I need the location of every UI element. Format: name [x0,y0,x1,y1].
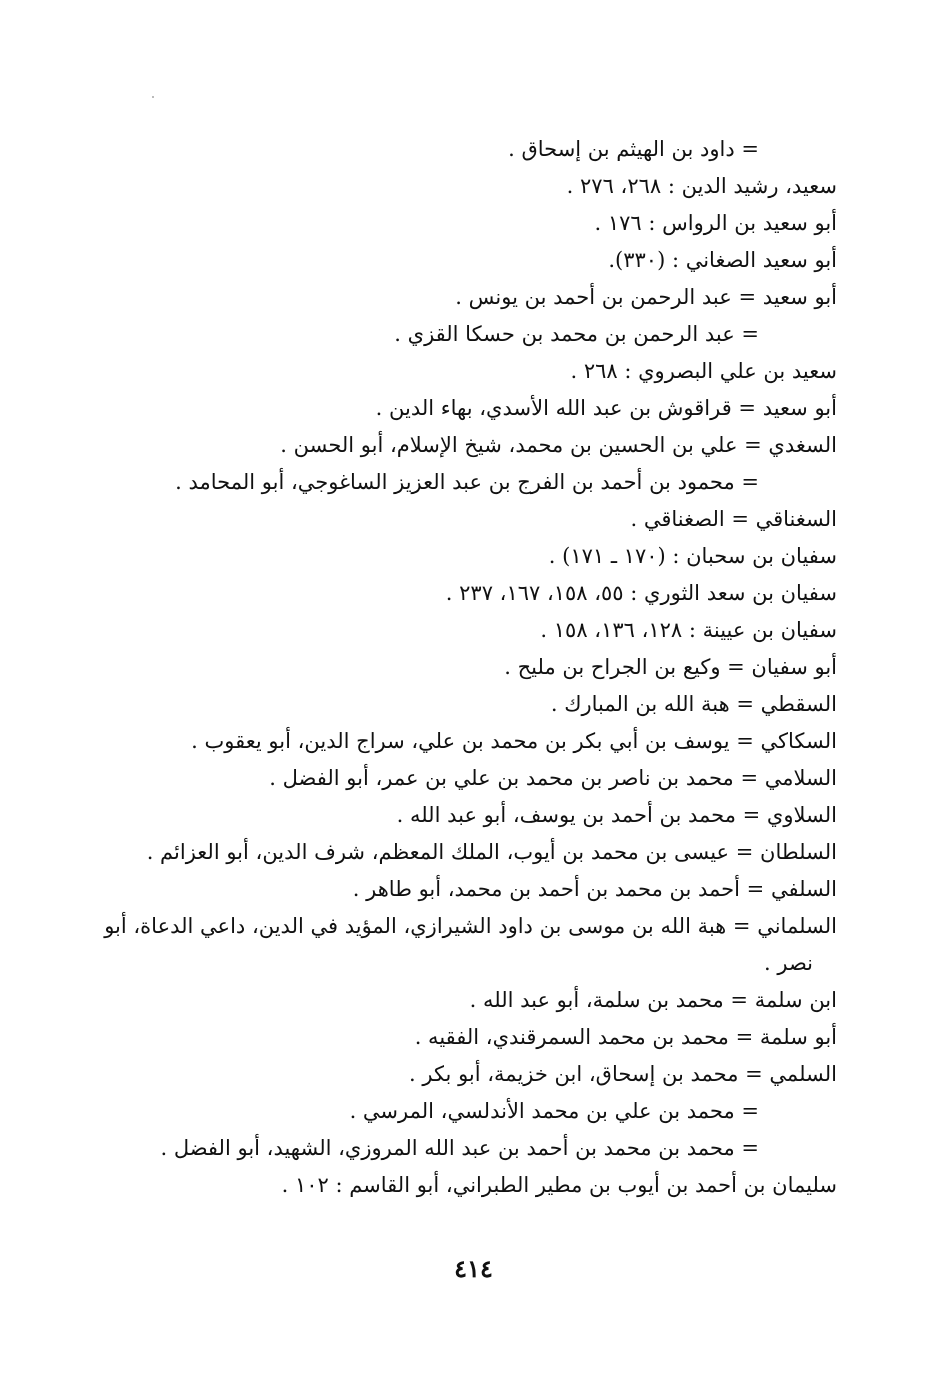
index-entry: سفيان بن عيينة : ١٢٨، ١٣٦، ١٥٨ . [540,618,837,642]
index-entry: سليمان بن أحمد بن أيوب بن مطير الطبراني، أبو القاسم : ١٠٢ . [281,1173,837,1197]
scan-speck [152,96,154,98]
index-entry: سعيد بن علي البصروي : ٢٦٨ . [570,359,837,383]
index-entry: سعيد، رشيد الدين : ٢٦٨، ٢٧٦ . [566,174,837,198]
index-entry: أبو سعيد = قراقوش بن عبد الله الأسدي، بهاء الدين . [375,396,837,420]
index-entry: = عبد الرحمن بن محمد بن حسكا القزي . [394,322,759,346]
index-entry: أبو سلمة = محمد بن محمد السمرقندي، الفقيه . [414,1025,837,1049]
index-entry: سفيان بن سحبان : (١٧٠ ـ ١٧١) . [548,544,837,568]
index-entry: أبو سفيان = وكيع بن الجراح بن مليح . [504,655,837,679]
page-number: ٤١٤ [454,1254,493,1283]
index-entry: السلطان = عيسى بن محمد بن أيوب، الملك المعظم، شرف الدين، أبو العزائم . [146,840,837,864]
index-entry: ابن سلمة = محمد بن سلمة، أبو عبد الله . [469,988,837,1012]
index-entry: أبو سعيد الصغاني : (٣٣٠). [608,248,837,272]
index-entry: سفيان بن سعد الثوري : ٥٥، ١٥٨، ١٦٧، ٢٣٧ . [445,581,837,605]
index-entry: السلامي = محمد بن ناصر بن محمد بن علي بن عمر، أبو الفضل . [269,766,837,790]
index-entry: السغناقي = الصغناقي . [630,507,837,531]
index-entry-continuation: نصر . [764,951,813,975]
index-entry: السلاوي = محمد بن أحمد بن يوسف، أبو عبد الله . [396,803,837,827]
index-entry-list [100,131,837,1204]
index-entry: السلفي = أحمد بن محمد بن أحمد بن محمد، أبو طاهر . [352,877,837,901]
index-entry: السغدي = علي بن الحسين بن محمد، شيخ الإسلام، أبو الحسن . [280,433,837,457]
index-entry: السلماني = هبة الله بن موسى بن داود الشيرازي، المؤيد في الدين، داعي الدعاة، أبو [104,914,837,938]
index-entry: = محمد بن علي بن محمد الأندلسي، المرسي . [349,1099,759,1123]
index-entry: أبو سعيد = عبد الرحمن بن أحمد بن يونس . [455,285,837,309]
index-entry: السلمي = محمد بن إسحاق، ابن خزيمة، أبو بكر . [409,1062,837,1086]
index-entry: السقطي = هبة الله بن المبارك . [550,692,837,716]
index-entry: = محمود بن أحمد بن الفرج بن عبد العزيز الساغوجي، أبو المحامد . [175,470,759,494]
index-entry: = محمد بن محمد بن أحمد بن عبد الله المروزي، الشهيد، أبو الفضل . [160,1136,759,1160]
index-entry: أبو سعيد بن الرواس : ١٧٦ . [594,211,837,235]
index-entry: السكاكي = يوسف بن أبي بكر بن محمد بن علي، سراج الدين، أبو يعقوب . [191,729,837,753]
index-entry: = داود بن الهيثم بن إسحاق . [508,137,759,161]
